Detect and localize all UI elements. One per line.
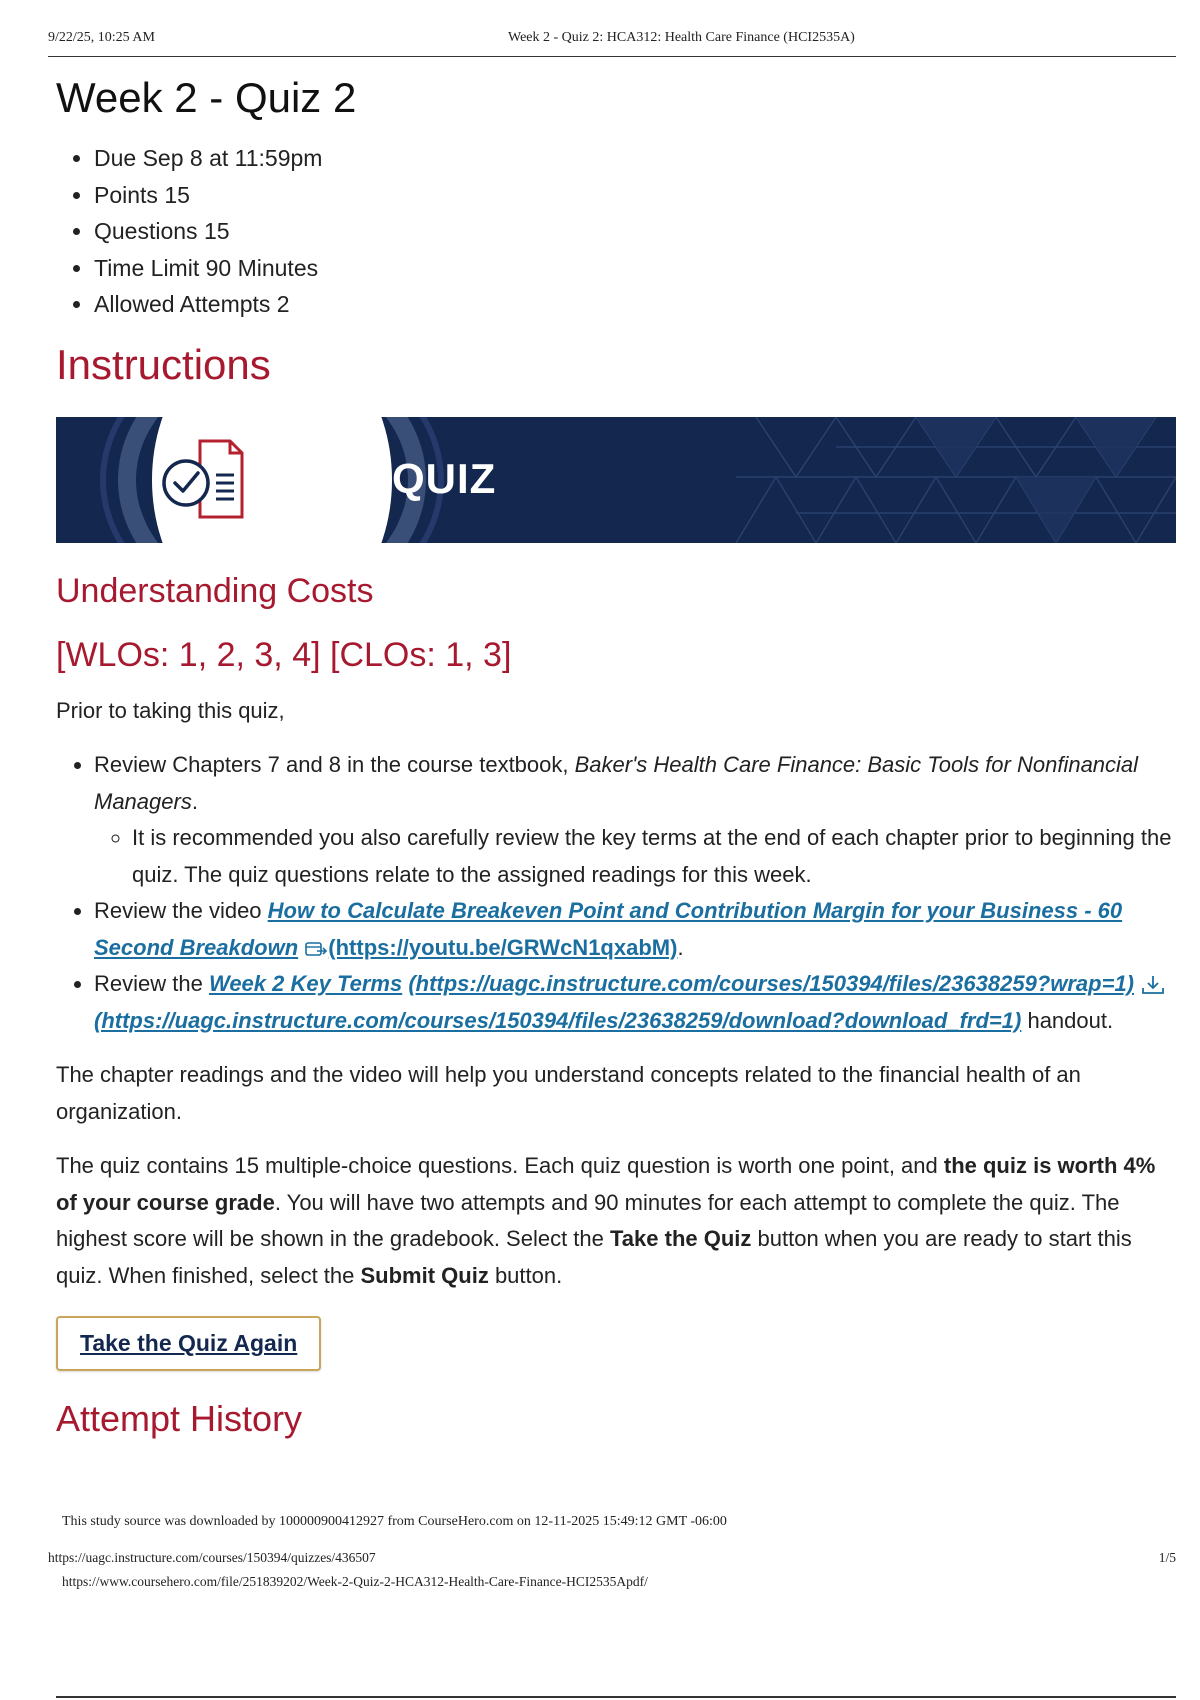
subheading-understanding-costs: Understanding Costs (56, 571, 374, 610)
textbook-title: Baker's Health Care Finance: Basic Tools for Nonfinancial Managers (94, 752, 1139, 814)
meta-questions: • Questions 15 (94, 213, 1176, 250)
instruction-item-chapters (94, 747, 1176, 893)
readings-paragraph: The chapter readings and the video will help you understand concepts related to the financial health of an organization. (56, 1062, 1081, 1124)
external-link-icon (304, 940, 328, 958)
meta-attempts: • Allowed Attempts 2 (94, 286, 1176, 323)
meta-due: • Due Sep 8 at 11:59pm (94, 140, 1176, 177)
chapters-end: . (191, 788, 198, 814)
key-terms-end: handout. (1021, 1007, 1114, 1033)
intro-text: Prior to taking this quiz, (56, 697, 285, 723)
download-icon[interactable] (1140, 974, 1166, 996)
key-terms-link[interactable]: Week 2 Key Terms (208, 971, 403, 996)
key-terms-url-link[interactable]: (https://uagc.instructure.com/courses/150394/files/23638259?wrap=1) (408, 971, 1135, 996)
para-part-e: button when you are ready to start this quiz. When finished, select the (56, 1226, 1132, 1288)
take-quiz-ref: Take the Quiz (610, 1226, 752, 1251)
grade-weight-text: the quiz is worth 4% of your course grade (56, 1153, 1156, 1215)
quiz-banner (56, 417, 1176, 543)
page-number: 1/5 (1158, 1550, 1176, 1565)
para-part-g: button. (488, 1262, 563, 1288)
attempt-history-heading: Attempt History (56, 1398, 303, 1439)
footer-url-coursehero: https://www.coursehero.com/file/251839202/Week-2-Quiz-2-HCA312-Health-Care-Finance-HCI2535Apdf/ (62, 1574, 648, 1589)
learning-outcomes: [WLOs: 1, 2, 3, 4] [CLOs: 1, 3] (56, 635, 512, 674)
para-part-c: . You will have two attempts and 90 minutes for each attempt to complete the quiz. The highest score will be shown in the gradebook. Select the (56, 1189, 1120, 1251)
quiz-meta-list (56, 140, 1176, 323)
sub-instruction-list (94, 820, 1176, 893)
video-text: Review the video (94, 898, 268, 923)
para-part-a: The quiz contains 15 multiple-choice questions. Each quiz question is worth one point, and (56, 1153, 944, 1178)
video-url-link[interactable]: (https://youtu.be/GRWcN1qxabM) (328, 934, 678, 960)
submit-quiz-ref: Submit Quiz (360, 1262, 489, 1288)
instruction-item-video (94, 893, 1176, 966)
key-terms-tip: ◦ It is recommended you also carefully review the key terms at the end of each chapter prior to beginning the quiz. The quiz questions relate to the assigned readings for this week. (132, 820, 1176, 893)
video-link[interactable]: How to Calculate Breakeven Point and Contribution Margin for your Business - 60 Second Breakdown (94, 898, 1123, 960)
key-terms-text: Review the (94, 971, 209, 996)
instructions-heading: Instructions (56, 340, 271, 388)
take-quiz-again-button[interactable]: Take the Quiz Again (56, 1316, 321, 1371)
quiz-document-icon (156, 435, 252, 525)
main-content (56, 70, 1176, 1471)
print-header (48, 28, 1176, 57)
print-datetime: 9/22/25, 10:25 AM (48, 30, 155, 45)
quiz-details-paragraph (56, 1148, 1176, 1294)
banner-triangle-pattern (736, 417, 1176, 543)
page-title: Week 2 - Quiz 2 (56, 74, 357, 121)
print-doc-title: Week 2 - Quiz 2: HCA312: Health Care Finance (HCI2535A) (508, 30, 855, 45)
banner-quiz-label: QUIZ (392, 454, 497, 502)
key-terms-download-link[interactable]: (https://uagc.instructure.com/courses/150394/files/23638259/download?download_frd=1) (94, 1007, 1022, 1033)
instruction-list (56, 747, 1176, 1039)
chapters-text: Review Chapters 7 and 8 in the course textbook, (94, 752, 575, 777)
footer-url-canvas: https://uagc.instructure.com/courses/150394/quizzes/436507 (48, 1550, 376, 1565)
download-note: This study source was downloaded by 100000900412927 from CourseHero.com on 12-11-2025 15:49:12 GMT -06:00 (62, 1514, 727, 1529)
instruction-item-key-terms (94, 966, 1176, 1039)
bottom-rule (56, 1696, 1176, 1698)
meta-points: • Points 15 (94, 177, 1176, 214)
meta-time-limit: • Time Limit 90 Minutes (94, 250, 1176, 287)
video-end: . (677, 934, 684, 960)
